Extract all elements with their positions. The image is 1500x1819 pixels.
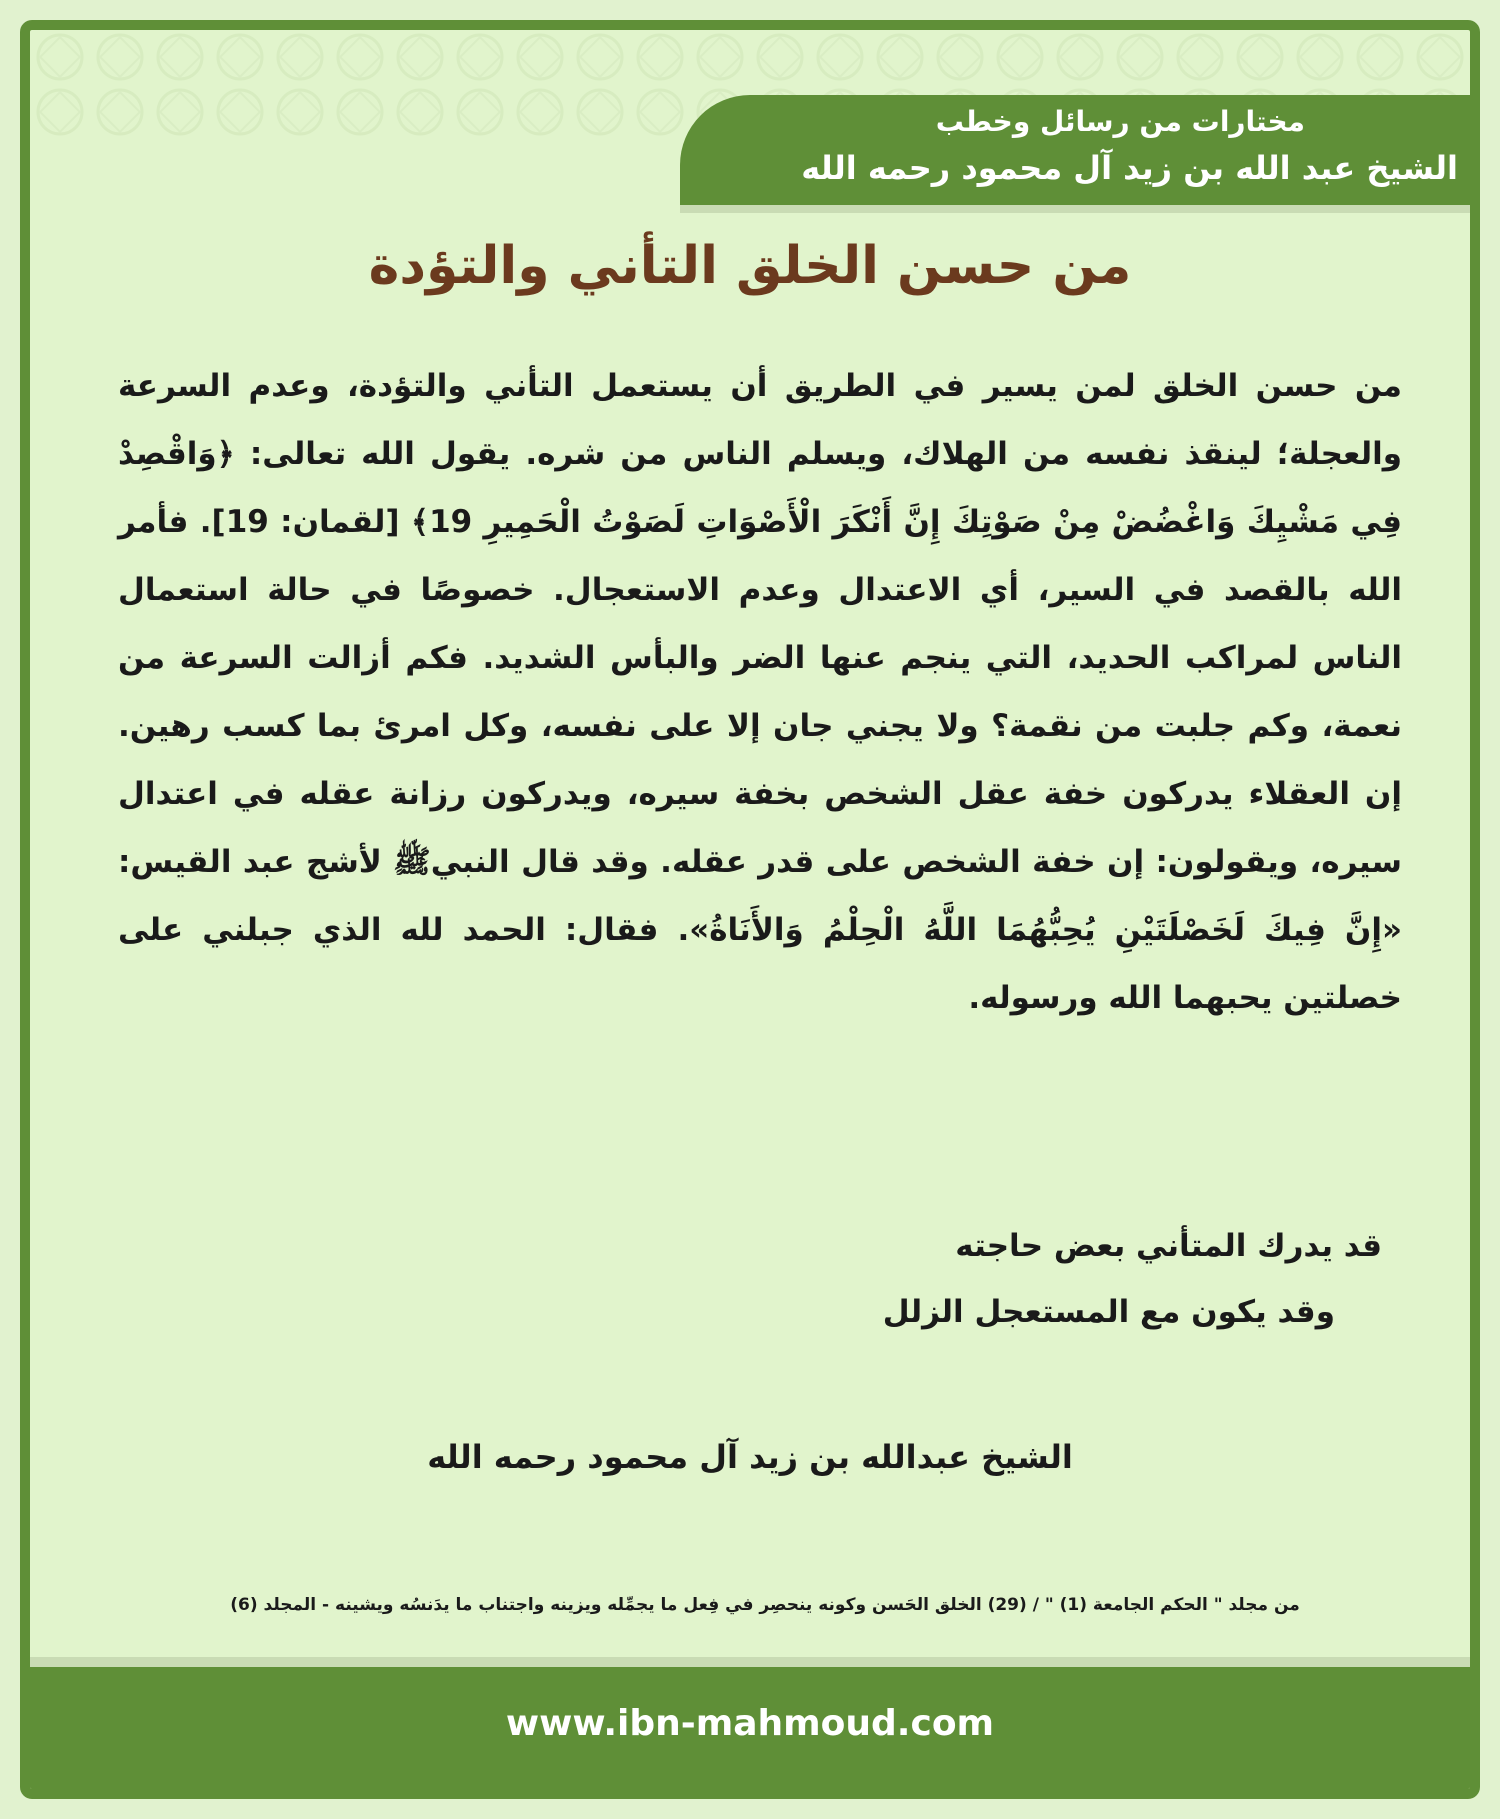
article-title: من حسن الخلق التأني والتؤدة — [368, 236, 1132, 296]
article-card — [20, 20, 1480, 1799]
footer-bar — [30, 1657, 1470, 1789]
website-link[interactable]: www.ibn-mahmoud.com — [505, 1703, 995, 1744]
poem-line-1: قد يدرك المتأني بعض حاجته — [955, 1228, 1382, 1264]
series-header — [680, 95, 1470, 205]
author-name: الشيخ عبد الله بن زيد آل محمود رحمه الله — [801, 149, 1458, 187]
series-title: مختارات من رسائل وخطب — [935, 105, 1305, 138]
body-paragraph: من حسن الخلق لمن يسير في الطريق أن يستعمل التأني والتؤدة، وعدم السرعة والعجلة؛ لينقذ نفسه من الهلاك، ويسلم الناس من شره. يقول الله تعالى: ﴿وَاقْصِدْ فِي مَشْيِكَ وَاغْضُضْ مِنْ صَوْتِكَ إِنَّ أَنْكَرَ الْأَصْوَاتِ لَصَوْتُ الْحَمِيرِ 19﴾ [لقمان: 19]. فأمر الله بالقصد في السير، أي الاعتدال وعدم الاستعجال. خصوصًا في حالة استعمال الناس لمراكب الحديد، التي ينجم عنها الضر والبأس الشديد. فكم أزالت السرعة من نعمة، وكم جلبت من نقمة؟ ولا يجني جان إلا على نفسه، وكل امرئ بما كسب رهين. إن العقلاء يدركون خفة عقل الشخص بخفة سيره، ويدركون رزانة عقله في اعتدال سيره، ويقولون: إن خفة الشخص على قدر عقله. وقد قال النبيﷺ لأشج عبد القيس: «إِنَّ فِيكَ لَخَصْلَتَيْنِ يُحِبُّهُمَا اللَّهُ الْحِلْمُ وَالأَنَاةُ». فقال: الحمد لله الذي جبلني على خصلتين يحبهما الله ورسوله. — [118, 368, 1402, 1016]
source-citation: من مجلد " الحكم الجامعة (1) " / (29) الخلق الحَسن وكونه ينحصِر في فِعل ما يجمِّله ويزينه واجتناب ما يدَنسُه ويشينه - المجلد (6) — [230, 1595, 1300, 1615]
article-body — [118, 352, 1402, 1032]
poem-line-2: وقد يكون مع المستعجل الزلل — [882, 1294, 1335, 1330]
signature: الشيخ عبدالله بن زيد آل محمود رحمه الله — [427, 1438, 1073, 1476]
